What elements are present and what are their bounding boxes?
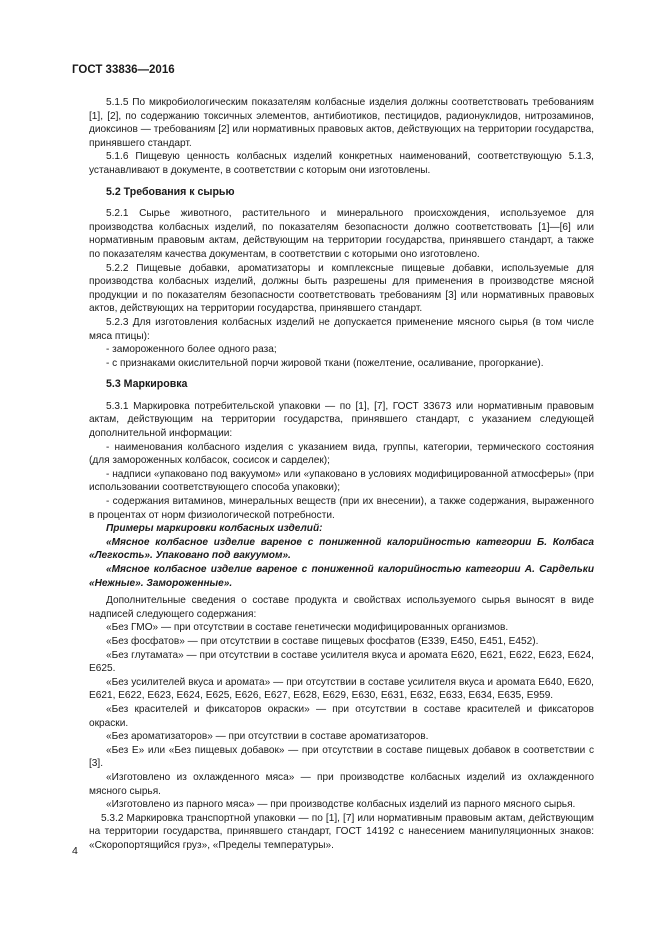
paragraph-5-1-6: 5.1.6 Пищевую ценность колбасных изделий конкретных наименований, соответствующую 5.1.3, устанавливают в документе, в соответствии с которым они изготовлены. bbox=[89, 151, 594, 176]
list-item: - наименования колбасного изделия с указанием вида, группы, категории, термического состояния (для замороженных колбасок, сосисок и сарделек); bbox=[89, 441, 594, 467]
example-item: «Мясное колбасное изделие вареное с пониженной калорийностью категории Б. Колбаса «Легкость». Упаковано под вакуумом». bbox=[89, 536, 594, 562]
section-heading-5-3: 5.3 Маркировка bbox=[106, 378, 188, 391]
paragraph-5-3-1: 5.3.1 Маркировка потребительской упаковки — по [1], [7], ГОСТ 33673 или нормативным правовым актам, действующим на территории государства, принявшего стандарт, с указанием следующей дополнительной информации: bbox=[89, 400, 594, 440]
label-text: «Без Е» или «Без пищевых добавок» — при отсутствии в составе пищевых добавок в соответствии с [3]. bbox=[89, 744, 594, 770]
label-text: «Без ГМО» — при отсутствии в составе генетически модифицированных организмов. bbox=[106, 622, 509, 634]
section-heading-5-2: 5.2 Требования к сырью bbox=[106, 185, 235, 198]
label-text: «Изготовлено из парного мяса» — при производстве колбасных изделий из парного мясного сырья. bbox=[106, 799, 576, 811]
document-header: ГОСТ 33836—2016 bbox=[72, 64, 175, 76]
page-body bbox=[89, 96, 594, 852]
list-item: - надписи «упаковано под вакуумом» или «упаковано в условиях модифицированной атмосферы» (при использовании соответствующего способа упаковки); bbox=[89, 468, 594, 494]
paragraph-5-3-2: 5.3.2 Маркировка транспортной упаковки — по [1], [7] или нормативным правовым актам, действующим на территории государства, принявшего стандарт, ГОСТ 14192 с нанесением манипуляционных знаков: «Скоропортящийся груз», «Пределы температуры». bbox=[89, 812, 594, 851]
paragraph-5-2-1: 5.2.1 Сырье животного, растительного и минерального происхождения, используемое для производства колбасных изделий, по показателям безопасности должно соответствовать [1]—[6] или нормативным правовым актам, действующим на территории государства, принявшего стандарт, а также по показателям качества документам, в соответствии с которыми оно изготовлено. bbox=[89, 208, 594, 260]
list-item: - замороженного более одного раза; bbox=[106, 344, 277, 356]
list-item: - с признаками окислительной порчи жировой ткани (пожелтение, осаливание, прогоркание). bbox=[106, 357, 544, 369]
example-item: «Мясное колбасное изделие вареное с пониженной калорийностью категории А. Сардельки «Нежные». Замороженные». bbox=[89, 564, 594, 589]
label-text: «Без усилителей вкуса и аромата» — при отсутствии в составе усилителя вкуса и аромата Е640, Е620, Е621, Е622, Е623, Е624, Е625, Е626, Е627, Е628, Е629, Е630, Е631, Е632, Е633, Е634, Е635, Е959. bbox=[89, 676, 594, 702]
paragraph-5-2-3: 5.2.3 Для изготовления колбасных изделий не допускается применение мясного сырья (в том числе мяса птицы): bbox=[89, 316, 594, 342]
label-text: «Без ароматизаторов» — при отсутствии в составе ароматизаторов. bbox=[106, 731, 429, 743]
paragraph-5-1-5: 5.1.5 По микробиологическим показателям колбасные изделия должны соответствовать требованиям [1], [2], по содержанию токсичных элементов, антибиотиков, пестицидов, радионуклидов, нитрозаминов, диоксинов — требованиям [2] или нормативных правовых актов, действующих на территории государства, принявшего стандарт. bbox=[89, 97, 594, 149]
page-number: 4 bbox=[72, 845, 78, 857]
label-text: «Изготовлено из охлажденного мяса» — при производстве колбасных изделий из охлажденного мясного сырья. bbox=[89, 771, 594, 797]
label-text: «Без глутамата» — при отсутствии в составе усилителя вкуса и аромата Е620, Е621, Е622, Е623, Е624, Е625. bbox=[89, 649, 594, 675]
label-text: «Без красителей и фиксаторов окраски» — при отсутствии в составе красителей и фиксаторов окраски. bbox=[89, 703, 594, 729]
example-title: Примеры маркировки колбасных изделий: bbox=[106, 523, 323, 535]
label-text: «Без фосфатов» — при отсутствии в составе пищевых фосфатов (Е339, Е450, Е451, Е452). bbox=[106, 635, 539, 647]
paragraph-5-2-2: 5.2.2 Пищевые добавки, ароматизаторы и комплексные пищевые добавки, используемые для производства колбасных изделий, должны быть разрешены для применения в производстве мясной продукции и по показателям безопасности соответствовать требованиям [3] или нормативных правовых актов, действующих на территории государства, принявшего стандарт. bbox=[89, 262, 594, 315]
list-item: - содержания витаминов, минеральных веществ (при их внесении), а также содержания, выраженного в процентах от норм физиологической потребности. bbox=[89, 496, 594, 521]
paragraph-additional-info: Дополнительные сведения о составе продукта и свойствах используемого сырья выносят в виде надписей следующего содержания: bbox=[89, 595, 594, 620]
